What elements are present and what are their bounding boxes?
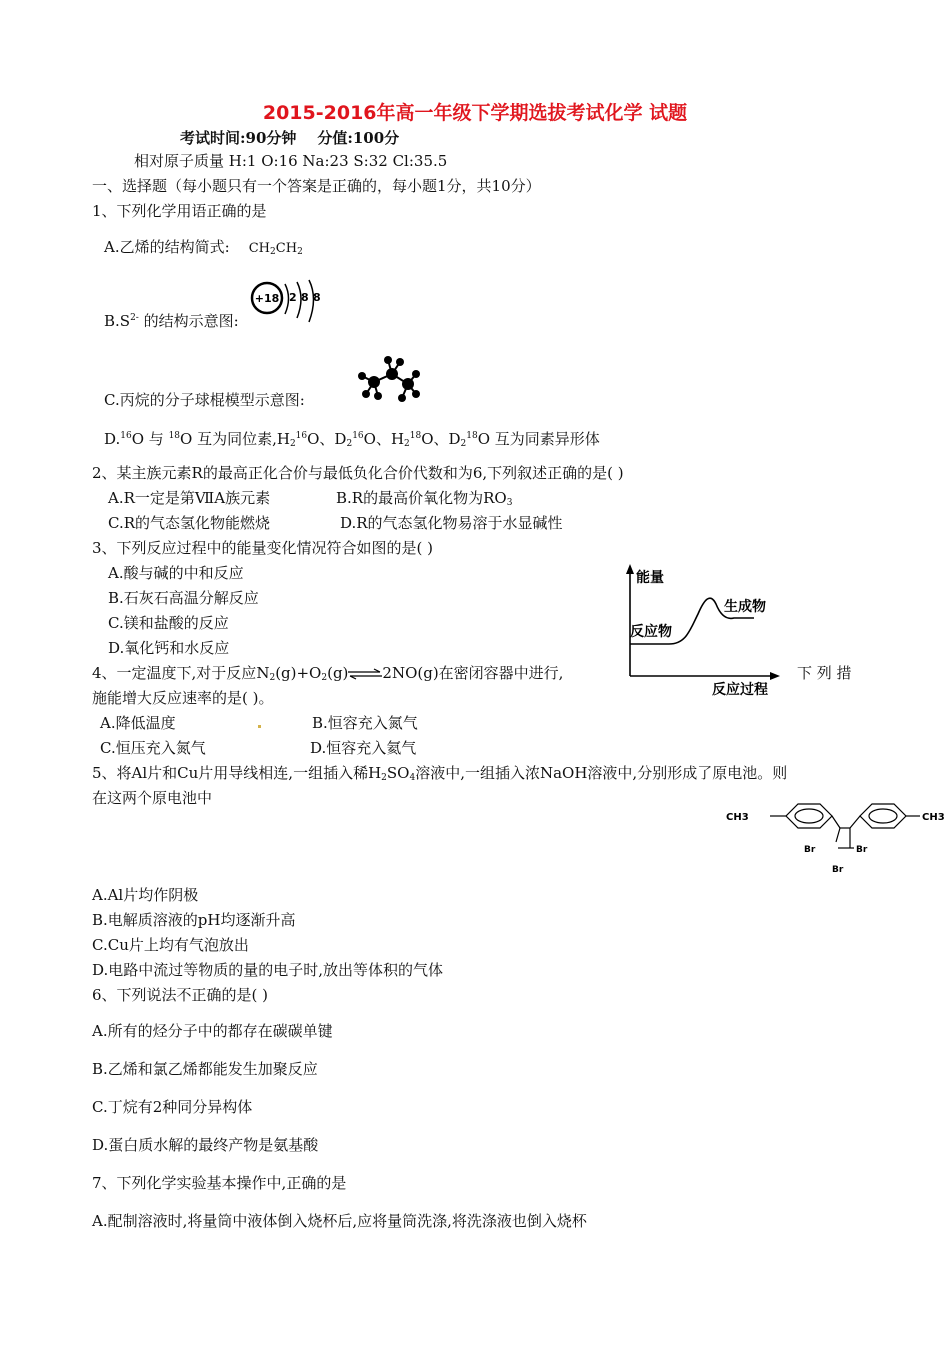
reactant-label: 反应物 xyxy=(630,624,672,640)
q1-option-d: D.$^{16}$O 与 $^{18}$O 互为同位素$,H_2^{16}O$、$D_2^{16}O$、$H_2^{18}O$、$D_2^{18}O$ 互为同素异形体 xyxy=(104,430,600,449)
q4-stem-continued: 施能增大反应速率的是( )。 xyxy=(92,689,274,707)
q6-stem: 6、下列说法不正确的是( ) xyxy=(92,986,269,1004)
shell-1: 2 xyxy=(289,291,297,304)
reversible-arrow-icon xyxy=(348,665,382,683)
q6-option-d: D.蛋白质水解的最终产物是氨基酸 xyxy=(92,1136,319,1154)
q4-option-a: A.降低温度 xyxy=(100,714,176,732)
q5-option-a: A.Al片均作阴极 xyxy=(92,886,199,904)
q2-option-a: A.R一定是第ⅦA族元素 xyxy=(108,489,271,507)
shell-3: 8 xyxy=(313,291,321,304)
speck xyxy=(258,725,261,728)
nucleus-charge: +18 xyxy=(254,292,280,305)
q1-option-b: $B.S^{2-}$ 的结构示意图: xyxy=(104,312,239,330)
q1-option-a xyxy=(104,238,303,261)
q1-stem: 1、下列化学用语正确的是 xyxy=(92,202,267,220)
q3-option-a: A.酸与碱的中和反应 xyxy=(108,564,244,582)
exam-title: 2015-2016年高一年级下学期选拔考试化学 试题 xyxy=(262,102,688,124)
methyl-left-label: CH3 xyxy=(726,812,749,823)
q6-option-c: C.丁烷有2种同分异构体 xyxy=(92,1098,253,1116)
q3-option-d: D.氧化钙和水反应 xyxy=(108,639,230,657)
product-label: 生成物 xyxy=(724,599,766,615)
organic-structure-diagram xyxy=(726,792,946,876)
q4-option-b: B.恒容充入氮气 xyxy=(312,714,418,732)
q4-option-c: C.恒压充入氮气 xyxy=(100,739,206,757)
q1-option-c: C.丙烷的分子球棍模型示意图: xyxy=(104,391,305,409)
atomic-mass-line: 相对原子质量 H:1 O:16 Na:23 S:32 Cl:35.5 xyxy=(134,152,448,170)
q3-stem: 3、下列反应过程中的能量变化情况符合如图的是( ) xyxy=(92,539,434,557)
exam-time: 考试时间:90分钟 xyxy=(180,129,297,147)
q5-stem: 5、将Al片和Cu片用导线相连,一组插入稀$H_2SO_4$溶液中,一组插入浓NaOH溶液中,分别形成了原电池。则 xyxy=(92,764,788,783)
q2-stem: 2、某主族元素R的最高正化合价与最低负化合价代数和为6,下列叙述正确的是( ) xyxy=(92,464,624,482)
q5-stem-continued: 在这两个原电池中 xyxy=(92,789,213,807)
q7-option-a: A.配制溶液时,将量筒中液体倒入烧杯后,应将量筒洗涤,将洗涤液也倒入烧杯 xyxy=(92,1212,587,1230)
s2-ion-diagram xyxy=(250,280,322,324)
q7-stem: 7、下列化学实验基本操作中,正确的是 xyxy=(92,1174,347,1192)
q5-option-d: D.电路中流过等物质的量的电子时,放出等体积的气体 xyxy=(92,961,444,979)
reaction-process-label: 反应过程 xyxy=(712,682,768,698)
energy-diagram xyxy=(614,562,784,700)
methyl-right-label: CH3 xyxy=(922,812,945,823)
q1-option-a-label: A.乙烯的结构简式: xyxy=(104,238,230,256)
q2-option-c: C.R的气态氢化物能燃烧 xyxy=(108,514,271,532)
q5-option-b: B.电解质溶液的pH均逐渐升高 xyxy=(92,911,296,929)
q6-option-a: A.所有的烃分子中的都存在碳碳单键 xyxy=(92,1022,333,1040)
q6-option-b: B.乙烯和氯乙烯都能发生加聚反应 xyxy=(92,1060,318,1078)
q3-option-b: B.石灰石高温分解反应 xyxy=(108,589,259,607)
bromine-label-2: Br xyxy=(856,845,868,855)
q2-option-b: B.R的最高价氧化物为$RO_3$ xyxy=(336,489,513,508)
q4-stem-end: 下 列 措 xyxy=(797,664,852,682)
q4-stem: 4、一定温度下,对于反应$N_2(g)+O_2(g)$ 2NO(g)在密闭容器中进行, xyxy=(92,664,564,683)
exam-info xyxy=(180,127,399,148)
exam-score: 分值:100分 xyxy=(317,129,400,147)
q2-option-d: D.R的气态氢化物易溶于水显碱性 xyxy=(340,514,563,532)
energy-axis-label: 能量 xyxy=(636,570,664,586)
q5-option-c: C.Cu片上均有气泡放出 xyxy=(92,936,249,954)
q4-option-d: D.恒容充入氦气 xyxy=(310,739,417,757)
section-heading: 一、选择题（每小题只有一个答案是正确的，每小题1分，共10分） xyxy=(92,177,541,195)
ethylene-formula: $CH_2CH_2$ xyxy=(248,241,303,257)
q3-option-c: C.镁和盐酸的反应 xyxy=(108,614,229,632)
propane-ball-stick-model xyxy=(352,354,422,404)
bromine-label-1: Br xyxy=(804,845,816,855)
bromine-label-3: Br xyxy=(832,865,844,875)
shell-2: 8 xyxy=(301,291,309,304)
